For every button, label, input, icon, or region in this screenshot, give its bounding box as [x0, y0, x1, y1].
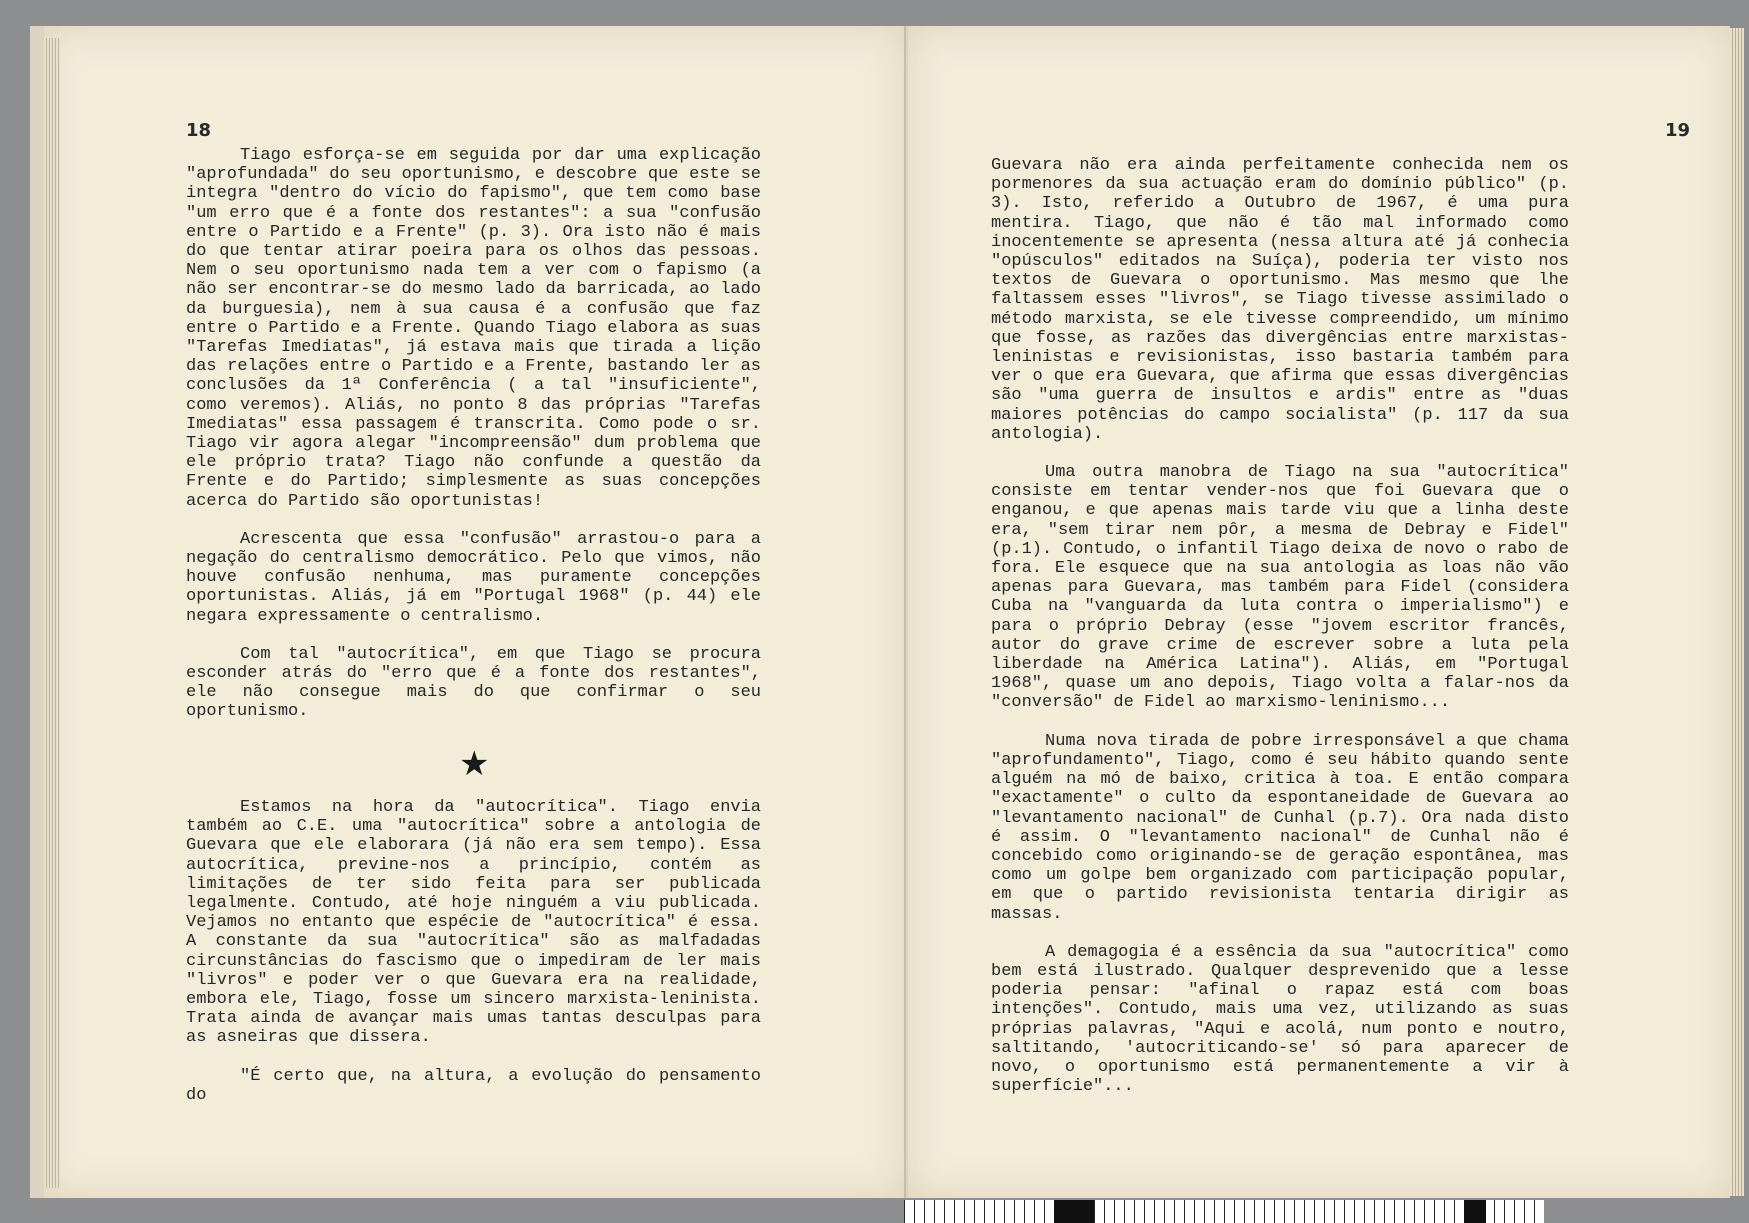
star-icon: ★ — [459, 744, 490, 784]
paragraph: Estamos na hora da "autocrítica". Tiago envia também ao C.E. uma "autocrítica" sobre a antologia de Guevara que ele elaborara (já não era sem tempo). Essa autocrítica, previne-nos a princípio, contém as limitações de ter sido feita para ser publicada legalmente. Contudo, até hoje ninguém a viu publicada. Vejamos no entanto que espécie de "autocrítica" é essa. A constante da sua "autocrítica" são as malfadadas circunstâncias do fascismo que o impediram de ler mais "livros" e poder ver o que Guevara era na realidade, embora ele, Tiago, fosse um sincero marxista-leninista. Trata ainda de avançar mais umas tantas desculpas para as asneiras que dissera. — [186, 798, 761, 1048]
left-text-bottom — [186, 798, 761, 1124]
paragraph: "É certo que, na altura, a evolução do pensamento do — [186, 1066, 761, 1105]
paragraph: Tiago esforça-se em seguida por dar uma explicação "aprofundada" do seu oportunismo, e descobre que este se integra "dentro do vício do fapismo", que tem como base "um erro que é a fonte dos restantes": a sua "confusão entre o Partido e a Frente" (p. 3). Ora isto não é mais do que tentar atirar poeira para os olhos das pessoas. Nem o seu oportunismo nada tem a ver com o fapismo (a não ser encontrar-se do mesmo lado da barricada, ao lado da burguesia), nem à sua causa é a confusão que faz entre o Partido e a Frente. Quando Tiago elabora as suas "Tarefas Imediatas", já estava mais que tirada a lição das relações entre o Partido e a Frente, bastando ler as conclusões da 1ª Conferência ( a tal "insuficiente", como veremos). Aliás, no ponto 8 das próprias "Tarefas Imediatas" essa passagem é transcrita. Como pode o sr. Tiago vir agora alegar "incompreensão" dum problema que ele próprio trata? Tiago não confunde a questão da Frente e do Partido; simplesmente as suas concepções acerca do Partido são oportunistas! — [186, 146, 761, 511]
scale-ruler — [904, 1200, 1544, 1223]
ruler-block — [1464, 1200, 1486, 1223]
paragraph: Guevara não era ainda perfeitamente conhecida nem os pormenores da sua actuação eram do domínio público" (p. 3). Isto, referido a Outubro de 1967, é uma pura mentira. Tiago, que não é tão mal informado como inocentemente se apresenta (nessa altura até já conhecia "opúsculos" editados na Suíça), poderia ter visto nos textos de Guevara o oportunismo. Mas mesmo que lhe faltassem esses "livros", se Tiago tivesse assimilado o método marxista, se ele tivesse compreendido, um mínimo que fosse, as razões das divergências entre marxistas-leninistas e revisionistas, isso bastaria também para ver o que era Guevara, que afirma que essas divergências são "uma guerra de insultos e ardis" entre as "duas maiores potências do campo socialista" (p. 117 da sua antologia). — [991, 156, 1569, 444]
right-text — [991, 156, 1569, 1115]
paragraph: A demagogia é a essência da sua "autocrítica" como bem está ilustrado. Qualquer desprevenido que a lesse poderia pensar: "afinal o rapaz está com boas intenções". Contudo, mais uma vez, utilizando as suas próprias palavras, "Aqui e acolá, num ponto e noutro, saltitando, 'autocriticando-se' só para aparecer de novo, o oportunismo está permanentemente a vir à superfície"... — [991, 942, 1569, 1097]
page-number-left: 18 — [186, 120, 212, 141]
paragraph: Com tal "autocrítica", em que Tiago se procura esconder atrás do "erro que é a fonte dos restantes", ele não consegue mais do que confirmar o seu oportunismo. — [186, 644, 761, 722]
paragraph: Numa nova tirada de pobre irresponsável a que chama "aprofundamento", Tiago, como é seu hábito quando sente alguém na mó de baixo, critica à toa. E então compara "exactamente" o culto da espontaneidade de Guevara ao "levantamento nacional" de Cunhal (p.7). Ora nada disto é assim. O "levantamento nacional" de Cunhal não é concebido como originando-se de geração espontânea, mas como um golpe bem organizado com participação popular, em que o partido revisionista tentaria dirigir as massas. — [991, 731, 1569, 924]
page-edge-stack — [44, 38, 60, 1188]
page-edge-stack — [1730, 28, 1744, 1196]
paragraph: Acrescenta que essa "confusão" arrastou-o para a negação do centralismo democrático. Pelo que vimos, não houve confusão nenhuma, mas puramente concepções oportunistas. Aliás, já em "Portugal 1968" (p. 44) ele negara expressamente o centralismo. — [186, 529, 761, 626]
page-number-right: 19 — [1664, 120, 1690, 141]
book-spread — [30, 26, 1730, 1198]
paragraph: Uma outra manobra de Tiago na sua "autocrítica" consiste em tentar vender-nos que foi Guevara que o enganou, e que apenas mais tarde viu que a linha deste era, "sem tirar nem pôr, a mesma de Debray e Fidel" (p.1). Contudo, o infantil Tiago deixa de novo o rabo de fora. Ele esquece que na sua antologia as loas não vão apenas para Guevara, mas também para Fidel (considera Cuba na "vanguarda da luta contra o imperialismo") e para o próprio Debray (esse "jovem escritor francês, autor do grave crime de escrever sobre a luta pela liberdade na América Latina"). Aliás, em "Portugal 1968", quase um ano depois, Tiago volta a falar-nos da "conversão" de Fidel ao marxismo-leninismo... — [991, 463, 1569, 713]
ruler-block — [1054, 1200, 1094, 1223]
left-text-top — [186, 146, 761, 741]
right-page — [908, 26, 1730, 1198]
left-page — [44, 26, 906, 1198]
